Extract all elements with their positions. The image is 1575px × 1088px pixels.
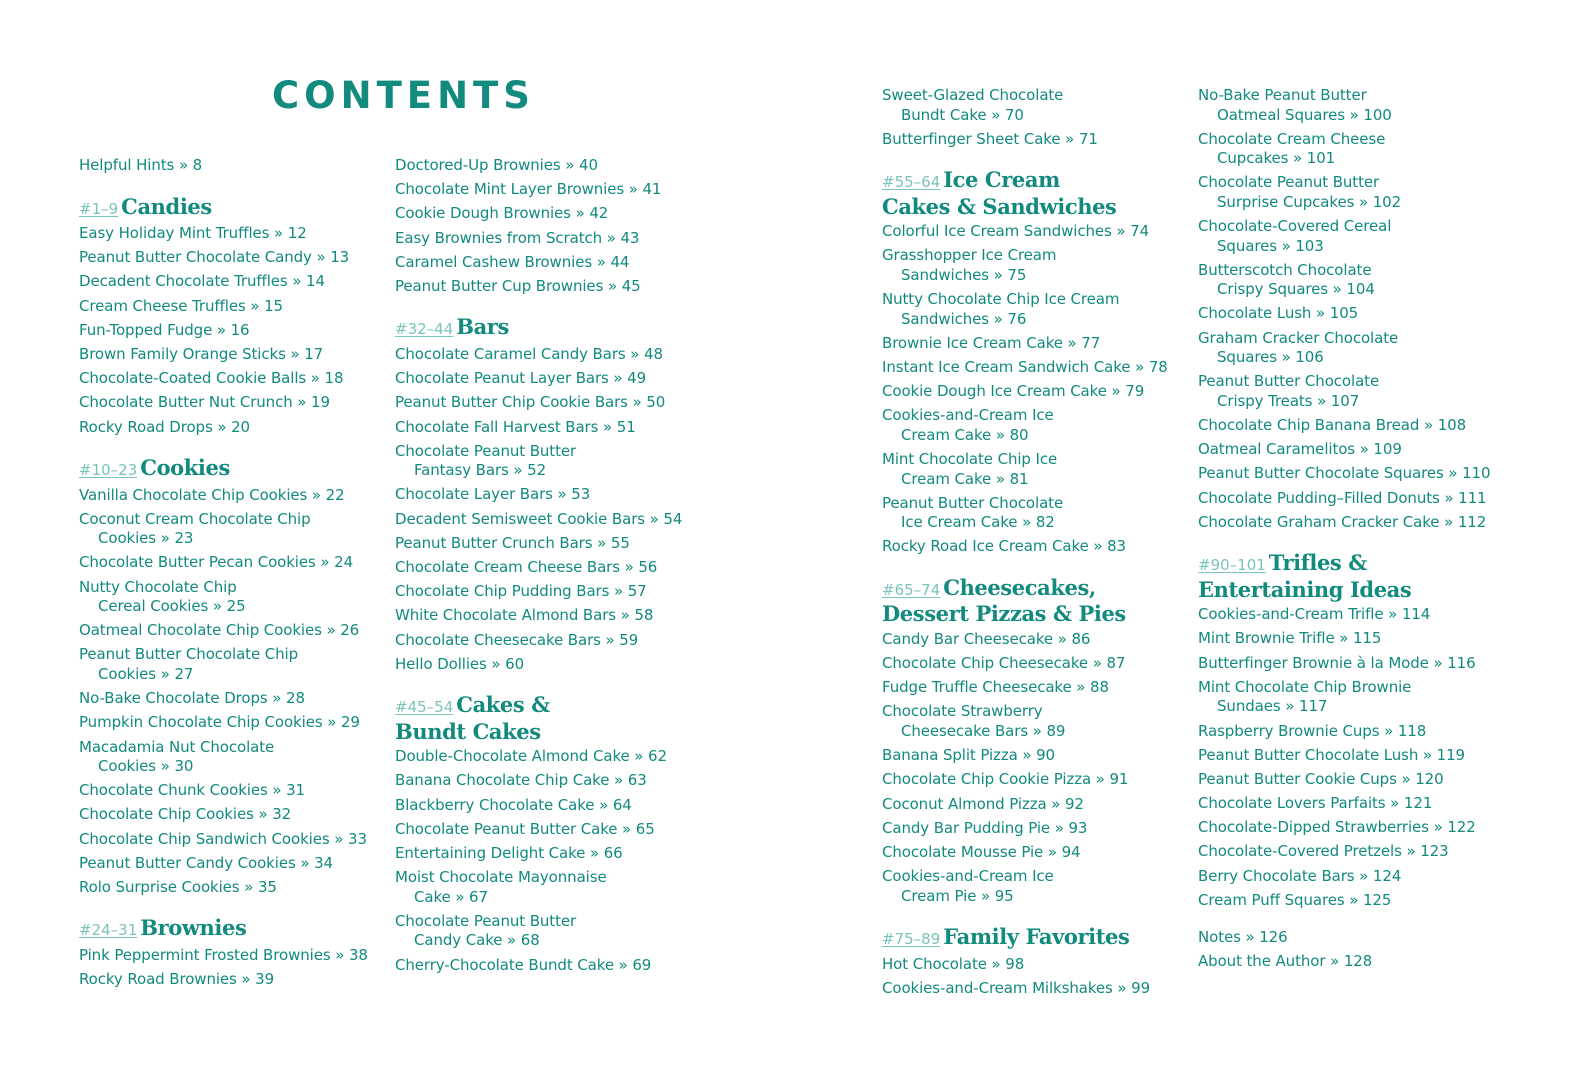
toc-entry-line-1: Butterscotch Chocolate (1198, 260, 1372, 279)
toc-entry: Peanut Butter Chip Cookie Bars » 50 (395, 393, 666, 412)
section-title-line-2: Bundt Cakes (395, 718, 541, 744)
toc-entry-line-2: Cookies » 27 (98, 664, 194, 683)
toc-entry (1198, 217, 1498, 256)
toc-entry: Chocolate Chip Cheesecake » 87 (882, 654, 1126, 673)
toc-entry (1198, 329, 1498, 368)
section-range: #75–89 (882, 930, 941, 949)
section-title-line-2: Entertaining Ideas (1198, 576, 1412, 602)
section-heading (79, 195, 379, 222)
toc-entry-line-1: Chocolate Strawberry (882, 702, 1043, 721)
section-range: #24–31 (79, 921, 138, 940)
toc-entry: Chocolate Mousse Pie » 94 (882, 842, 1081, 861)
toc-entry-line-2: Cereal Cookies » 25 (98, 597, 246, 616)
toc-entry: Peanut Butter Cup Brownies » 45 (395, 276, 641, 295)
toc-entry-line-2: Ice Cream Cake » 82 (901, 513, 1055, 532)
toc-entry-line-1: Cookies-and-Cream Ice (882, 406, 1054, 425)
toc-entry: Chocolate Butter Nut Crunch » 19 (79, 393, 330, 412)
toc-entry: Raspberry Brownie Cups » 118 (1198, 721, 1427, 740)
toc-entry: Peanut Butter Crunch Bars » 55 (395, 533, 630, 552)
toc-entry: Rocky Road Brownies » 39 (79, 970, 275, 989)
toc-column-3 (882, 86, 1182, 1003)
toc-entry: Notes » 126 (1198, 928, 1288, 946)
toc-entry (1198, 130, 1498, 169)
toc-entry (1198, 173, 1498, 212)
toc-entry: Chocolate Fall Harvest Bars » 51 (395, 417, 636, 436)
toc-entry: Fudge Truffle Cheesecake » 88 (882, 678, 1109, 697)
toc-entry-line-2: Sandwiches » 76 (901, 309, 1027, 328)
toc-entry: Hot Chocolate » 98 (882, 954, 1025, 973)
toc-entry: Brownie Ice Cream Cake » 77 (882, 333, 1101, 352)
toc-entry (79, 645, 379, 684)
toc-entry: Chocolate Cheesecake Bars » 59 (395, 630, 639, 649)
toc-entry: Decadent Chocolate Truffles » 14 (79, 272, 325, 291)
toc-entry (882, 450, 1182, 489)
toc-entry-line-2: Cake » 67 (414, 887, 488, 906)
toc-entry-line-2: Oatmeal Squares » 100 (1217, 105, 1392, 124)
toc-entry-line-2: Cream Pie » 95 (901, 886, 1014, 905)
toc-entry: Cookies-and-Cream Milkshakes » 99 (882, 978, 1151, 997)
toc-entry: Caramel Cashew Brownies » 44 (395, 252, 630, 271)
section-range: #45–54 (395, 698, 454, 717)
toc-entry: Peanut Butter Chocolate Lush » 119 (1198, 745, 1466, 764)
toc-entry: Mint Brownie Trifle » 115 (1198, 629, 1382, 648)
toc-entry: Decadent Semisweet Cookie Bars » 54 (395, 509, 683, 528)
toc-entry: Chocolate Chip Pudding Bars » 57 (395, 582, 647, 601)
toc-entry: Hello Dollies » 60 (395, 654, 525, 673)
toc-entry-line-2: Cheesecake Bars » 89 (901, 721, 1066, 740)
section-heading (1198, 551, 1498, 602)
toc-entry: Banana Split Pizza » 90 (882, 746, 1055, 765)
toc-entry: Chocolate Peanut Layer Bars » 49 (395, 369, 647, 388)
toc-entry-line-1: Mint Chocolate Chip Brownie (1198, 677, 1412, 696)
toc-entry-line-1: Macadamia Nut Chocolate (79, 737, 275, 756)
toc-entry: Chocolate Chip Cookies » 32 (79, 805, 292, 824)
toc-entry: Butterfinger Brownie à la Mode » 116 (1198, 653, 1476, 672)
toc-entry-line-2: Squares » 103 (1217, 236, 1324, 255)
toc-entry-line-1: Sweet-Glazed Chocolate (882, 86, 1064, 104)
section-title: Ice Cream (943, 167, 1060, 193)
toc-entry: Blackberry Chocolate Cake » 64 (395, 795, 632, 814)
section-title: Trifles & (1268, 550, 1367, 576)
toc-entry-line-2: Crispy Treats » 107 (1217, 391, 1360, 410)
toc-entry: Cream Cheese Truffles » 15 (79, 296, 283, 315)
toc-entry: Easy Brownies from Scratch » 43 (395, 228, 640, 247)
toc-entry: Chocolate Chip Banana Bread » 108 (1198, 416, 1467, 434)
section-heading (882, 925, 1182, 952)
toc-entry: Chocolate Pudding–Filled Donuts » 111 (1198, 488, 1487, 507)
toc-entry: Fun-Topped Fudge » 16 (79, 320, 250, 339)
toc-column-1 (79, 156, 379, 994)
toc-entry (79, 578, 379, 617)
toc-entry: Peanut Butter Candy Cookies » 34 (79, 853, 333, 872)
toc-entry-line-1: Cookies-and-Cream Ice (882, 867, 1054, 886)
toc-entry-line-1: Chocolate-Covered Cereal (1198, 217, 1392, 236)
toc-entry (79, 738, 379, 777)
section-heading (395, 693, 695, 744)
toc-entry: Rocky Road Ice Cream Cake » 83 (882, 537, 1127, 556)
section-range: #55–64 (882, 173, 941, 192)
toc-entry: Coconut Almond Pizza » 92 (882, 794, 1084, 813)
toc-entry-line-1: Grasshopper Ice Cream (882, 246, 1057, 265)
toc-entry: Cherry-Chocolate Bundt Cake » 69 (395, 955, 652, 974)
toc-entry: Chocolate Graham Cracker Cake » 112 (1198, 512, 1487, 531)
toc-entry: Peanut Butter Chocolate Candy » 13 (79, 248, 350, 267)
section-title: Cookies (140, 455, 230, 480)
toc-entry-line-1: Chocolate Peanut Butter (1198, 173, 1380, 192)
toc-entry (882, 86, 1182, 125)
toc-entry: Cream Puff Squares » 125 (1198, 890, 1392, 909)
toc-entry-line-1: Peanut Butter Chocolate (882, 493, 1064, 512)
section-title: Candies (121, 193, 212, 219)
spacer (1198, 915, 1498, 928)
toc-entry-line-2: Surprise Cupcakes » 102 (1217, 192, 1402, 211)
page-title: CONTENTS (272, 74, 535, 117)
toc-entry-line-2: Fantasy Bars » 52 (414, 461, 547, 480)
toc-entry (882, 494, 1182, 533)
toc-entry (882, 406, 1182, 445)
toc-entry: Chocolate Mint Layer Brownies » 41 (395, 180, 662, 199)
toc-entry-line-1: Nutty Chocolate Chip (79, 577, 237, 596)
toc-entry (1198, 86, 1498, 125)
toc-entry: Doctored-Up Brownies » 40 (395, 156, 598, 174)
toc-entry: Chocolate Butter Pecan Cookies » 24 (79, 553, 354, 572)
toc-entry: Oatmeal Chocolate Chip Cookies » 26 (79, 621, 360, 640)
toc-entry-line-2: Cookies » 23 (98, 529, 194, 548)
toc-entry-line-1: No-Bake Peanut Butter (1198, 86, 1367, 104)
toc-entry (1198, 372, 1498, 411)
toc-entry: Double-Chocolate Almond Cake » 62 (395, 747, 667, 766)
toc-entry: Rocky Road Drops » 20 (79, 417, 250, 436)
toc-entry: Chocolate Peanut Butter Cake » 65 (395, 819, 655, 838)
toc-entry-line-1: Chocolate Peanut Butter (395, 911, 577, 930)
toc-entry: Colorful Ice Cream Sandwiches » 74 (882, 222, 1150, 241)
toc-entry-line-1: Mint Chocolate Chip Ice (882, 450, 1058, 468)
toc-entry: Peanut Butter Cookie Cups » 120 (1198, 769, 1444, 788)
toc-entry: No-Bake Chocolate Drops » 28 (79, 689, 305, 708)
toc-entry (1198, 678, 1498, 717)
section-heading (395, 315, 695, 342)
toc-entry: Brown Family Orange Sticks » 17 (79, 344, 324, 363)
toc-entry-line-2: Cream Cake » 81 (901, 469, 1029, 488)
toc-entry-line-2: Sandwiches » 75 (901, 265, 1027, 284)
toc-entry-line-2: Crispy Squares » 104 (1217, 280, 1375, 299)
toc-entry-line-1: Coconut Cream Chocolate Chip (79, 509, 311, 528)
toc-entry: Berry Chocolate Bars » 124 (1198, 866, 1402, 885)
toc-entry: Easy Holiday Mint Truffles » 12 (79, 224, 307, 242)
toc-entry: Chocolate Chunk Cookies » 31 (79, 781, 305, 800)
section-title-line-2: Cakes & Sandwiches (882, 193, 1117, 219)
toc-entry-line-2: Sundaes » 117 (1217, 697, 1328, 716)
toc-entry: Chocolate Chip Cookie Pizza » 91 (882, 770, 1129, 789)
toc-entry: Vanilla Chocolate Chip Cookies » 22 (79, 485, 345, 504)
toc-entry (882, 246, 1182, 285)
toc-entry (1198, 261, 1498, 300)
section-range: #1–9 (79, 199, 119, 218)
toc-entry: Chocolate Lush » 105 (1198, 304, 1359, 323)
toc-entry-line-2: Squares » 106 (1217, 348, 1324, 367)
toc-entry: Chocolate-Coated Cookie Balls » 18 (79, 369, 344, 388)
toc-column-2 (395, 156, 695, 980)
section-heading (882, 168, 1182, 219)
toc-entry: Instant Ice Cream Sandwich Cake » 78 (882, 357, 1168, 376)
toc-entry: About the Author » 128 (1198, 952, 1373, 971)
toc-entry: Helpful Hints » 8 (79, 156, 203, 174)
section-range: #32–44 (395, 320, 454, 339)
toc-entry (395, 912, 695, 951)
toc-entry: Cookies-and-Cream Trifle » 114 (1198, 605, 1431, 624)
section-range: #90–101 (1198, 556, 1266, 575)
section-title-line-2: Dessert Pizzas & Pies (882, 601, 1126, 627)
toc-entry: Chocolate Lovers Parfaits » 121 (1198, 794, 1433, 813)
toc-entry (882, 702, 1182, 741)
section-heading (882, 576, 1182, 627)
section-title: Family Favorites (943, 924, 1130, 950)
section-heading (79, 916, 379, 943)
toc-entry-line-2: Cream Cake » 80 (901, 425, 1029, 444)
toc-entry-line-1: Moist Chocolate Mayonnaise (395, 868, 607, 887)
section-title: Brownies (140, 915, 247, 941)
toc-entry: Entertaining Delight Cake » 66 (395, 843, 623, 862)
toc-entry-line-2: Cupcakes » 101 (1217, 149, 1336, 168)
toc-entry-line-2: Cookies » 30 (98, 757, 194, 775)
toc-entry-line-1: Chocolate Cream Cheese (1198, 129, 1386, 148)
toc-entry (882, 867, 1182, 906)
section-title: Bars (456, 314, 509, 340)
toc-entry (79, 510, 379, 549)
toc-entry-line-1: Graham Cracker Chocolate (1198, 328, 1399, 347)
toc-entry: Chocolate Cream Cheese Bars » 56 (395, 557, 658, 576)
toc-entry: Cookie Dough Ice Cream Cake » 79 (882, 382, 1145, 401)
toc-entry (882, 290, 1182, 329)
toc-entry-line-1: Nutty Chocolate Chip Ice Cream (882, 290, 1120, 309)
section-title: Cakes & (456, 692, 550, 718)
toc-entry (395, 442, 695, 481)
section-heading (79, 456, 379, 483)
toc-entry-line-1: Peanut Butter Chocolate Chip (79, 645, 299, 664)
toc-entry-line-1: Peanut Butter Chocolate (1198, 372, 1380, 391)
toc-entry: Chocolate Layer Bars » 53 (395, 485, 591, 504)
toc-entry: Peanut Butter Chocolate Squares » 110 (1198, 464, 1491, 483)
toc-entry: Oatmeal Caramelitos » 109 (1198, 440, 1402, 459)
toc-entry-line-1: Chocolate Peanut Butter (395, 441, 577, 460)
toc-entry (395, 868, 695, 907)
toc-column-4 (1198, 86, 1498, 976)
section-range: #65–74 (882, 580, 941, 599)
toc-entry: Pink Peppermint Frosted Brownies » 38 (79, 945, 368, 964)
toc-entry: Cookie Dough Brownies » 42 (395, 204, 609, 223)
toc-entry: White Chocolate Almond Bars » 58 (395, 606, 654, 625)
section-title: Cheesecakes, (943, 574, 1096, 600)
toc-entry: Chocolate-Dipped Strawberries » 122 (1198, 818, 1476, 837)
toc-entry: Chocolate Caramel Candy Bars » 48 (395, 344, 663, 363)
toc-entry: Chocolate Chip Sandwich Cookies » 33 (79, 829, 367, 848)
toc-entry: Butterfinger Sheet Cake » 71 (882, 129, 1098, 148)
section-range: #10–23 (79, 461, 138, 479)
toc-entry-line-2: Candy Cake » 68 (414, 931, 540, 950)
toc-entry: Chocolate-Covered Pretzels » 123 (1198, 842, 1449, 861)
toc-entry: Candy Bar Cheesecake » 86 (882, 629, 1091, 648)
toc-entry-line-2: Bundt Cake » 70 (901, 105, 1024, 124)
toc-entry: Pumpkin Chocolate Chip Cookies » 29 (79, 713, 360, 732)
toc-entry: Candy Bar Pudding Pie » 93 (882, 818, 1088, 837)
toc-entry: Rolo Surprise Cookies » 35 (79, 877, 277, 896)
toc-entry: Banana Chocolate Chip Cake » 63 (395, 771, 647, 790)
